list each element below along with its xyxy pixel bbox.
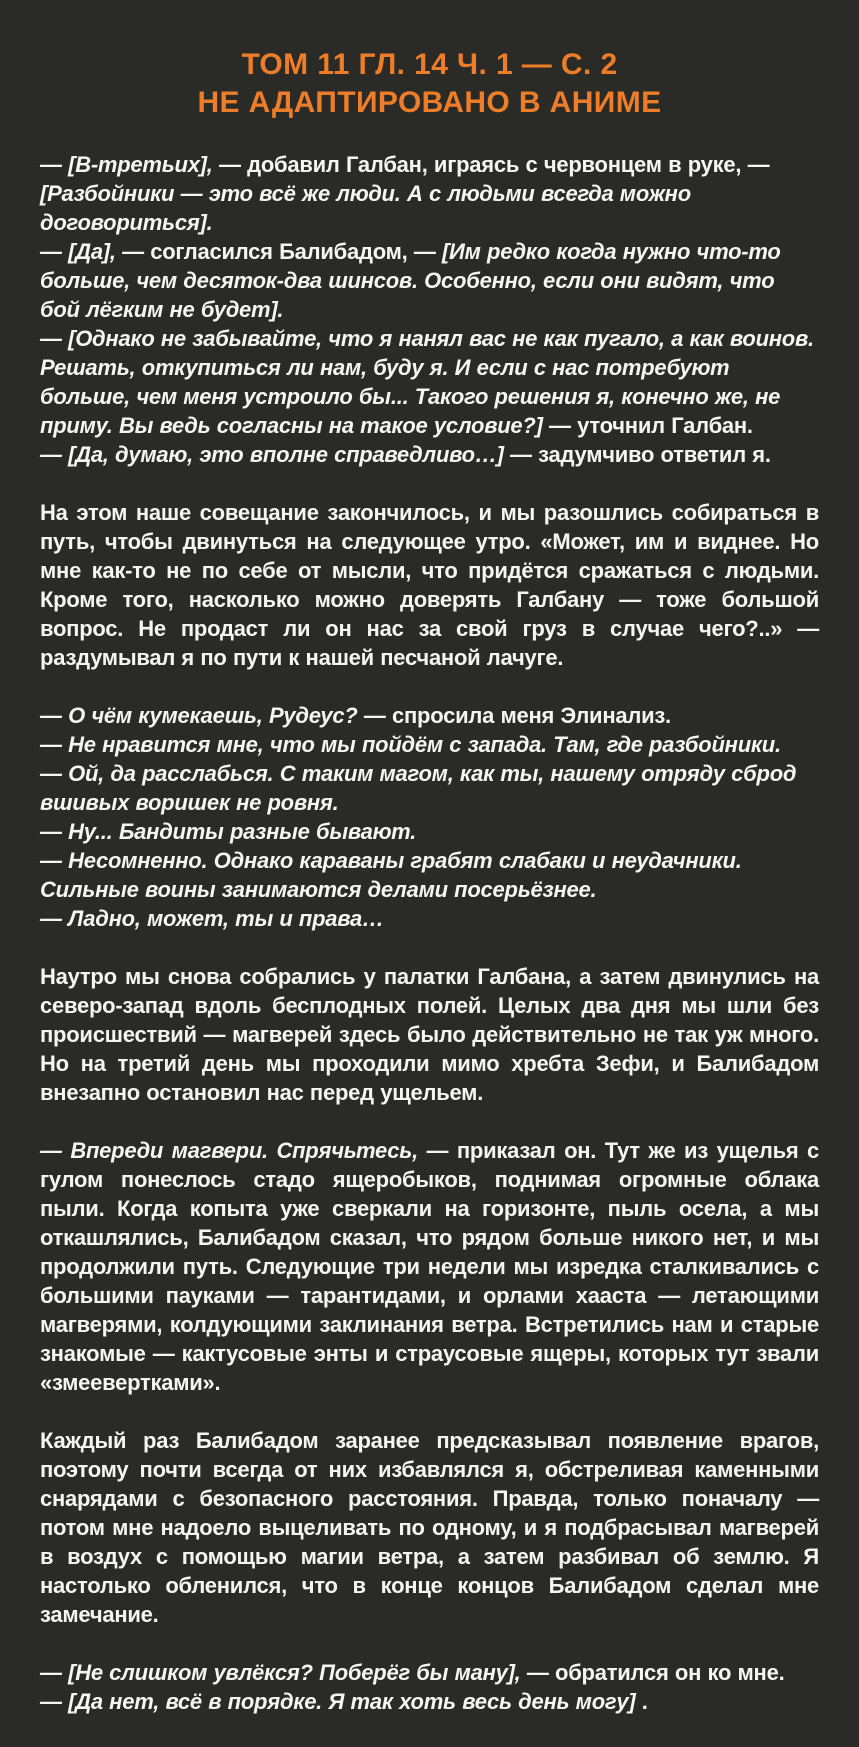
text-segment: — приказал он. Тут же из ущелья с гулом понеслось стадо ящеробыков, поднимая огромные облака пыли. Когда копыта уже сверкали на горизонте, пыль осела, а мы откашлялись, Балибадом сказал, что рядом больше никого нет, и мы продолжили путь. Следующие три недели мы изредка сталкивались с большими пауками — тарантидами, и орлами хааста — летающими магверями, колдующими заклинания ветра. Встретились нам и старые знакомые — кактусовые энты и страусовые ящеры, которых тут звали «змеевертками». [40,1138,820,1395]
body-text [40,150,819,1716]
paragraph [40,324,819,440]
text-segment: — добавил Галбан, играясь с червонцем в руке, — [219,152,770,177]
text-segment: . [635,1689,648,1714]
dialogue-block [40,701,819,933]
text-segment: — Ой, да расслабься. С таким магом, как ты, нашему отряду сброд вшивых воришек не ровня. [40,761,797,815]
dialogue-block [40,1658,819,1716]
paragraph [40,150,819,237]
paragraph [40,1687,819,1716]
paragraph [40,237,819,324]
narration-block [40,498,819,672]
paragraph [40,498,819,672]
dialogue-block [40,150,819,469]
paragraph [40,440,819,469]
text-segment: — Несомненно. Однако караваны грабят слабаки и неудачники. Сильные воины занимаются делами посерьёзнее. [40,848,742,902]
text-segment: — согласился Балибадом, — [122,239,442,264]
text-segment: — Ну... Бандиты разные бывают. [40,819,417,844]
paragraph [40,759,819,817]
paragraph [40,817,819,846]
text-segment: — [Да нет, всё в порядке. Я так хоть весь день могу] [40,1689,636,1714]
text-segment: — [Да], [40,239,123,264]
text-segment: — Впереди магвери. Спрячьтесь, [40,1138,427,1163]
text-segment: — Не нравится мне, что мы пойдём с запада. Там, где разбойники. [40,732,781,757]
paragraph [40,962,819,1107]
text-segment: — уточнил Галбан. [549,413,753,438]
text-segment: На этом наше совещание закончилось, и мы разошлись собираться в путь, чтобы двинуться на следующее утро. «Может, им и виднее. Но мне как-то не по себе от мысли, что придётся сражаться с людьми. Кроме того, насколько можно доверять Галбану — тоже большой вопрос. Не продаст ли он нас за свой груз в случае чего?..» — раздумывал я по пути к нашей песчаной лачуге. [40,500,819,670]
text-segment: [Им редко когда нужно что-то больше, чем десяток-два шинсов. Особенно, если они видят, что бой лёгким не будет]. [40,239,781,322]
text-segment: Каждый раз Балибадом заранее предсказывал появление врагов, поэтому почти всегда от них избавлялся я, обстреливая каменными снарядами с безопасного расстояния. Правда, только поначалу — потом мне надоело выцеливать по одному, и я подбрасывал магверей в воздух с помощью магии ветра, а затем разбивал об землю. Я настолько обленился, что в конце концов Балибадом сделал мне замечание. [40,1428,819,1627]
header-not-adapted-note: НЕ АДАПТИРОВАНО В АНИМЕ [197,86,662,119]
text-segment: — [Однако не забывайте, что я нанял вас не как пугало, а как воинов. Решать, откупиться ли нам, буду я. И если с нас потребуют больше, чем меня устроило бы... Такого решения я, конечно же, не приму. Вы ведь согласны на такое условие?] [40,326,814,438]
text-segment: [Разбойники — это всё же люди. А с людьми всегда можно договориться]. [40,181,691,235]
text-segment: — спросила меня Элинализ. [363,703,671,728]
header-chapter-title: ТОМ 11 ГЛ. 14 Ч. 1 — С. 2 [241,48,618,81]
text-segment: — [В-третьих], [40,152,219,177]
text-segment: — Ладно, может, ты и права… [40,906,384,931]
paragraph [40,701,819,730]
paragraph [40,1426,819,1629]
paragraph [40,1658,819,1687]
text-segment: — обратился он ко мне. [526,1660,785,1685]
narration-block [40,962,819,1107]
text-segment: — [Да, думаю, это вполне справедливо…] [40,442,511,467]
paragraph [40,730,819,759]
paragraph [40,846,819,904]
paragraph [40,904,819,933]
text-segment: Наутро мы снова собрались у палатки Галбана, а затем двинулись на северо-запад вдоль бесплодных полей. Целых два дня мы шли без происшествий — магверей здесь было действительно не так уж много. Но на третий день мы проходили мимо хребта Зефи, и Балибадом внезапно остановил нас перед ущельем. [40,964,819,1105]
text-segment: — задумчиво ответил я. [510,442,771,467]
narration-block [40,1426,819,1629]
narration-block [40,1136,819,1397]
text-segment: — О чём кумекаешь, Рудеус? [40,703,364,728]
text-segment: — [Не слишком увлёкся? Поберёг бы ману], [40,1660,527,1685]
paragraph [40,1136,819,1397]
page-header [40,46,819,122]
